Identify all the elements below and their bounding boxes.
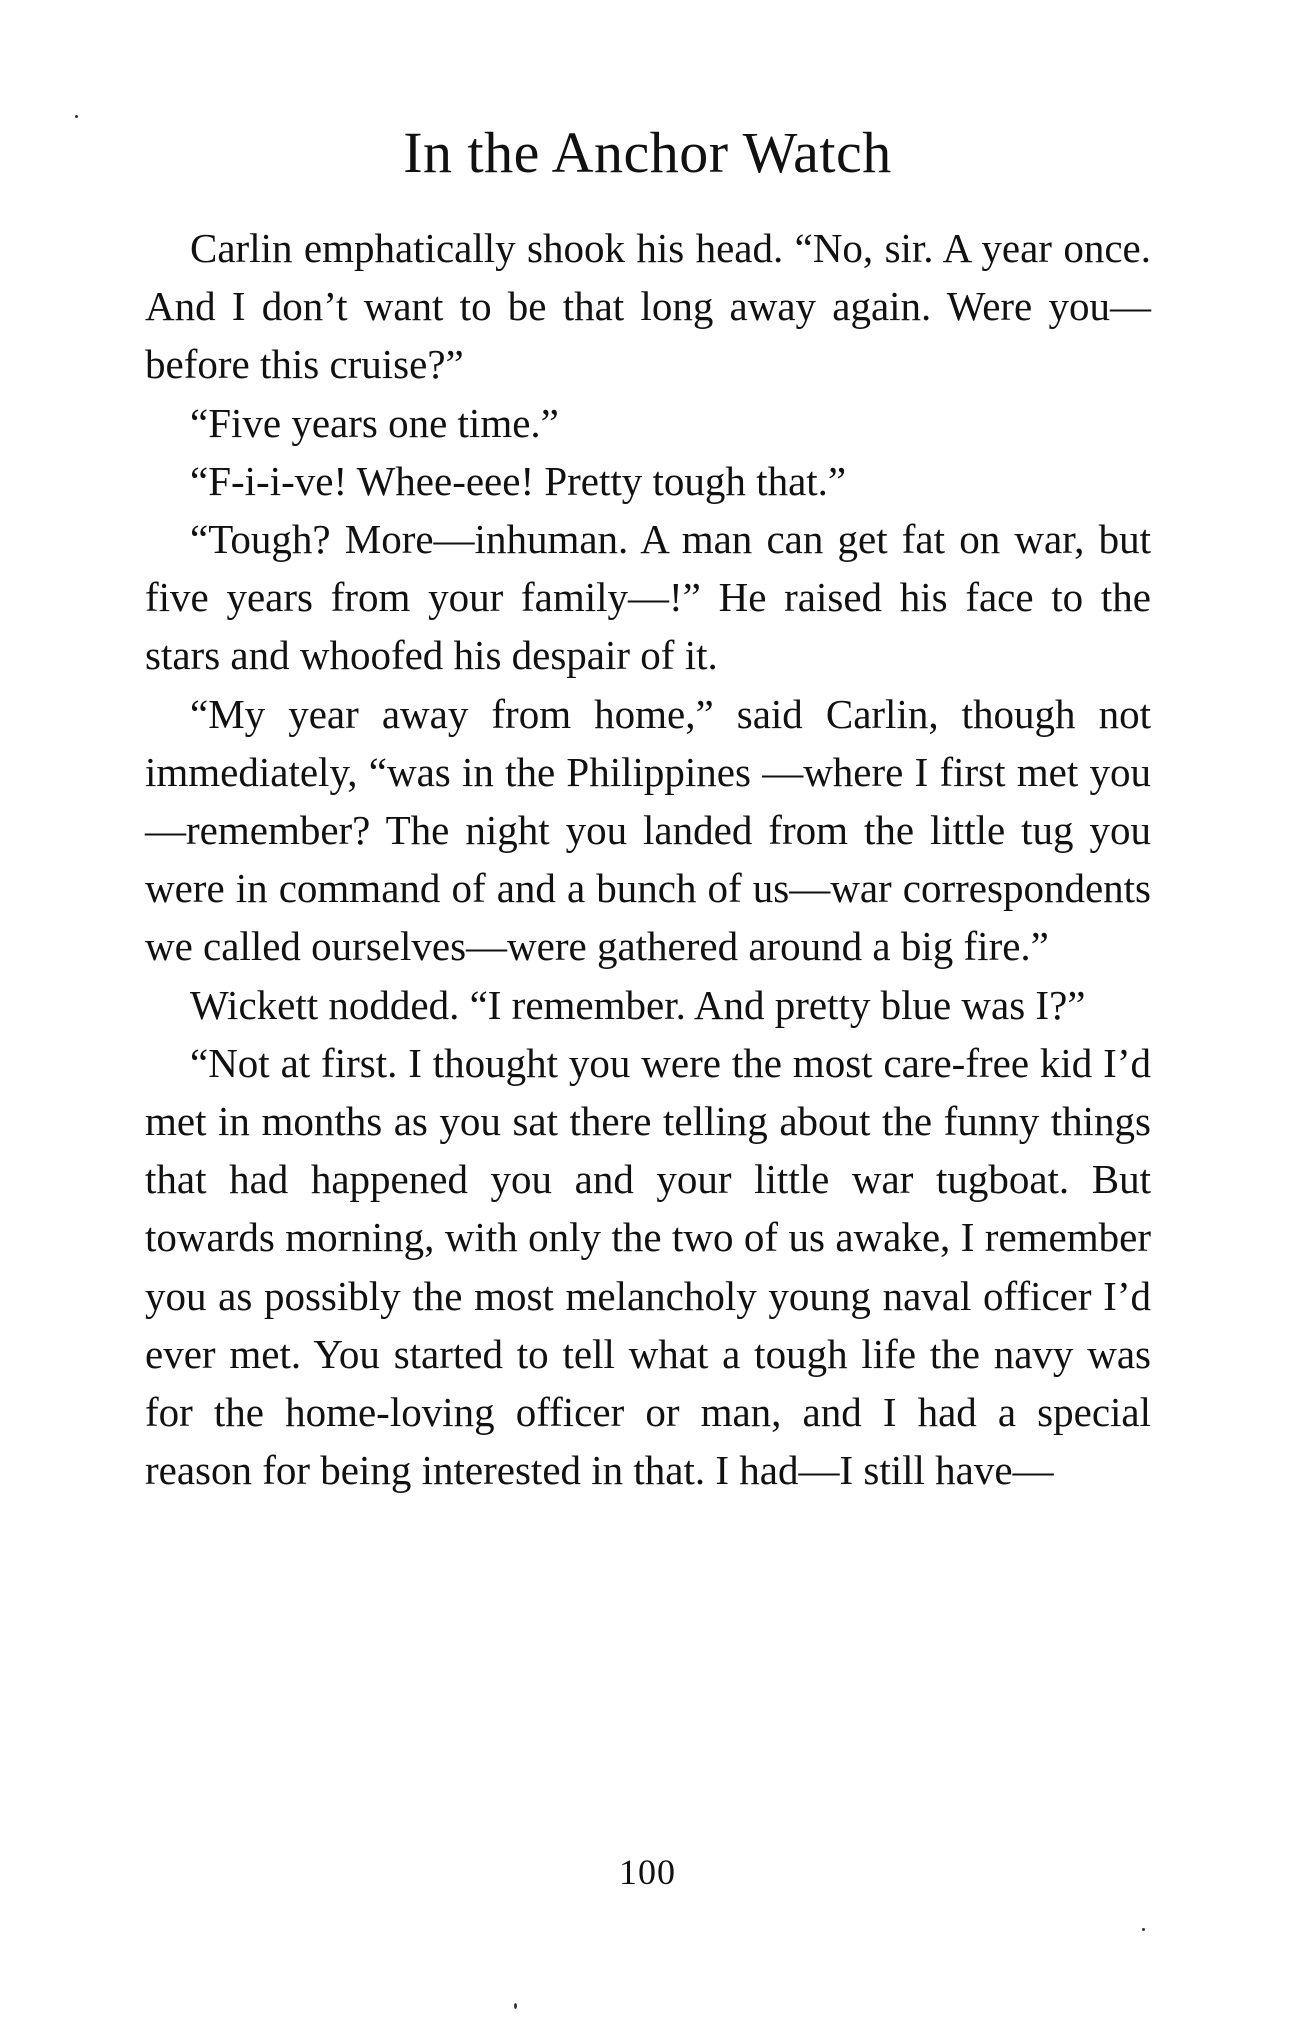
paragraph: “Tough? More—inhuman. A man can get fat on war, but five years from your family—!” He raised his face to the stars and whoofed his despair of it. (145, 516, 1151, 679)
print-speck (514, 2003, 517, 2009)
paragraph: “My year away from home,” said Carlin, though not immediately, “was in the Philippines —where I first met you—remember? The night you landed from the little tug you were in command of and a bunch of us—war correspondents we called ourselves—were gathered around a big fire.” (145, 690, 1151, 970)
print-speck (1142, 1928, 1145, 1931)
paragraph: Wickett nodded. “I remember. And pretty blue was I?” (190, 981, 1086, 1028)
paragraph: “Five years one time.” (190, 399, 559, 446)
print-speck (75, 115, 78, 118)
page-number: 100 (619, 1852, 676, 1892)
paragraph: “Not at first. I thought you were the most care-free kid I’d met in months as you sat there telling about the funny things that had happened you and your little war tugboat. But towards morning, with only the two of us awake, I remember you as possibly the most melancholy young naval officer I’d ever met. You started to tell what a tough life the navy was for the home-loving officer or man, and I had a special reason for being interested in that. I had—I still have— (145, 1039, 1151, 1494)
paragraph: Carlin emphatically shook his head. “No, sir. A year once. And I don’t want to be that long away again. Were you—before this cruise?” (145, 225, 1151, 388)
body-text (145, 219, 1151, 1499)
paragraph: “F-i-i-ve! Whee-eee! Pretty tough that.” (190, 457, 847, 504)
running-head: In the Anchor Watch (403, 120, 892, 185)
